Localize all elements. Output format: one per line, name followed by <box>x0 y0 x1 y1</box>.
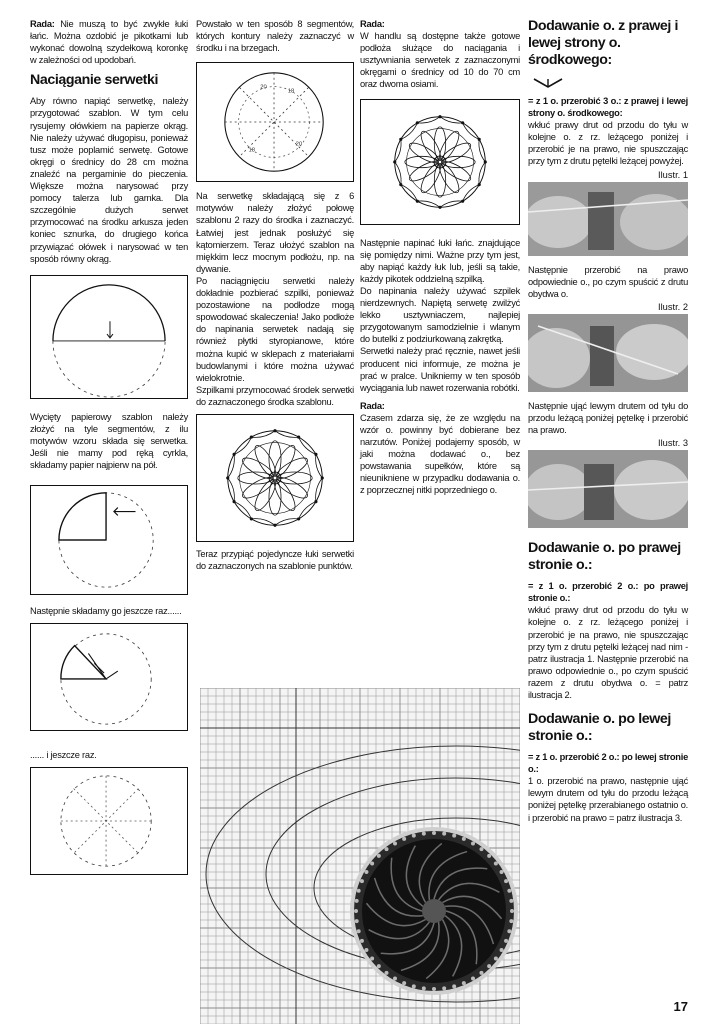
knitting-photo-1 <box>528 182 688 256</box>
doily-edge-dot <box>462 837 466 841</box>
marked-template-diagram <box>197 63 353 181</box>
instruction-4: wkłuć prawy drut od przodu do tyłu w kolejne o. z rz. leżącego poniżej i przerobić je na prawo, nie spuszczając przy tym z drutu pętelki leżącej nad nim - patrz ilustracja 1. Następnie przerobić na prawo odpowiednie o., po czym spuścić razem z drutu obydwa o. = patrz ilustracja 2. <box>528 605 688 700</box>
chain-arc <box>463 122 480 139</box>
illustration-label-3: Ilustr. 3 <box>658 438 688 449</box>
instruction-bold-2: = z 1 o. przerobić 2 o.: po prawej stronie o.: <box>528 581 688 604</box>
chain-arc <box>234 437 251 454</box>
paragraph-washing: Serwetki należy prać ręcznie, nawet jeśli producent nici informuje, ze można je prać w pralce. Unikniemy w ten sposób wyciągania lub nawet rozerwania robótki. <box>360 346 520 393</box>
instruction-5: 1 o. przerobić na prawo, następnie ująć lewym drutem od tyłu do przodu leżącą poniżej pętelkę przerabianego ostatnio o. i przerobić na prawo = patrz ilustracja 3. <box>528 776 688 823</box>
doily-edge-dot <box>504 939 508 943</box>
doily-edge-dot <box>509 899 513 903</box>
doily-edge-dot <box>507 929 511 933</box>
doily-edge-dot <box>370 956 374 960</box>
paragraph-chain-arcs: Następnie napinać łuki łańc. znajdujące się pomiędzy nimi. Ważne przy tym jest, aby napiąć każdy łuk lub, jeśli są takie, każdy pikotek oddzielną szpilką. <box>360 237 520 284</box>
doily-edge-dot <box>452 984 456 988</box>
circle-diagram-2 <box>30 485 188 595</box>
doily-edge-dot <box>364 948 368 952</box>
doily-edge-dot <box>432 831 436 835</box>
tip-paragraph: Rada: Nie muszą to być zwykłe łuki łańc. Można ozdobić je pikotkami lub wykonać dowolną szydełkową koronkę w zależności od upodobań. <box>30 19 188 66</box>
circle-diagram-4 <box>30 767 188 875</box>
doily-pinning-diagram <box>197 415 353 541</box>
heading-increase-left: Dodawanie o. po lewej stronie o.: <box>528 711 671 745</box>
instruction-2: Następnie przerobić na prawo odpowiednie o., po czym spuścić z drutu obydwa o. <box>528 264 688 299</box>
doily-diagram-1 <box>196 414 354 542</box>
template-segments-diagram <box>196 62 354 182</box>
doily-edge-dot <box>402 981 406 985</box>
chain-arc <box>299 437 316 454</box>
chain-arc <box>234 502 251 519</box>
doily-edge-dot <box>370 862 374 866</box>
doily-edge-dot <box>442 986 446 990</box>
knitting-photo-3 <box>528 450 688 528</box>
doily-edge-dot <box>412 984 416 988</box>
doily-edge-dot <box>355 919 359 923</box>
circle-outline-diagram <box>31 276 187 398</box>
paragraph-fold: Wycięty papierowy szablon należy złożyć na tyle segmentów, z ilu motywów wzoru składa się serwetka. Jeśli nie mamy pod ręką cyrkla, składamy papier najpierw na pół. <box>30 411 188 471</box>
column-1 <box>30 18 188 875</box>
doily-edge-dot <box>504 879 508 883</box>
heading-increase-both: Dodawanie o. z prawej i lewej strony o. środkowego: <box>528 18 679 68</box>
doily-edge-dot <box>385 847 389 851</box>
doily-edge-dot <box>360 939 364 943</box>
paragraph-fold-again: Następnie składamy go jeszcze raz...... <box>30 606 182 617</box>
doily-edge-dot <box>442 832 446 836</box>
instruction-1: wkłuć prawy drut od przodu do tyłu w kolejne o. z rz. leżącego poniżej i przerobić je na prawo, nie spuszczając przy tym z drutu pętelki leżącej powyżej. <box>528 120 688 167</box>
chain-arc <box>401 184 418 201</box>
paragraph-fold-once-more: ...... i jeszcze raz. <box>30 750 97 761</box>
doily-edge-dot <box>479 971 483 975</box>
chain-arc <box>401 122 418 139</box>
doily-edge-dot <box>357 929 361 933</box>
doily-arcs-diagram <box>361 100 519 224</box>
doily-edge-dot <box>494 956 498 960</box>
column-2 <box>196 18 354 572</box>
doily-edge-dot <box>494 862 498 866</box>
doily-diagram-2 <box>360 99 520 225</box>
column-3 <box>360 18 520 497</box>
doily-edge-dot <box>355 899 359 903</box>
doily-edge-dot <box>402 837 406 841</box>
doily-edge-dot <box>364 870 368 874</box>
page-number: 17 <box>673 999 688 1014</box>
instruction-bold-3: = z 1 o. przerobić 2 o.: po lewej stronie o.: <box>528 752 688 775</box>
quarter-fold-diagram <box>31 624 187 730</box>
instruction-bold-1: = z 1 o. przerobić 3 o.: z prawej i lewej strony o. środkowego: <box>528 96 688 119</box>
column-4 <box>528 18 688 824</box>
doily-edge-dot <box>412 834 416 838</box>
paragraph-center: Szpilkami przymocować środek serwetki do zaznaczonego środka szablonu. <box>196 384 354 407</box>
doily-edge-dot <box>479 847 483 851</box>
pinning-board-grid <box>200 688 520 1024</box>
section-heading-napinanie: Naciąganie serwetki <box>30 72 159 89</box>
doily-edge-dot <box>393 977 397 981</box>
doily-edge-dot <box>471 977 475 981</box>
segments-diagram <box>31 768 187 874</box>
doily-edge-dot <box>385 971 389 975</box>
svg-text:20: 20 <box>295 141 303 148</box>
paragraph-six-motifs: Na serwetkę składającą się z 6 motywów należy złożyć połowę szablonu 2 razy do środka i zaznaczyć. Łatwiej jest jednak posłużyć się kątomierzem. Teraz ułożyć szablon na miękkim lecz mocnym podłożu, np. na dywanie. <box>196 191 354 274</box>
paragraph-template: Aby równo napiąć serwetkę, należy przygotować szablon. W tym celu rysujemy ołówkiem na papierze okrąg. Nie należy używać długopisu, ponieważ tusz może poplamić serwetę. Gotowe okręgi o średnicy do 28 cm można znaleźć na pergaminie do pieczenia. Większe można narysować przy pomocy talerza lub garnka. Dla szczególnie dużych serwet przymocować na środku arkusza jeden koniec sznurka, do drugiego końca przywiązać ołówek i narysować w ten sposób równy okrąg. <box>30 96 188 264</box>
doily-edge-dot <box>357 889 361 893</box>
doily-edge-dot <box>509 919 513 923</box>
doily-edge-dot <box>377 964 381 968</box>
doily-edge-dot <box>422 832 426 836</box>
pin-dot <box>399 137 402 140</box>
paragraph-arcs: Teraz przypiąć pojedyncze łuki serwetki do zaznaczonych na szablonie punktów. <box>196 548 354 572</box>
doily-edge-dot <box>393 841 397 845</box>
pin-dot <box>416 199 419 202</box>
doily-edge-dot <box>422 986 426 990</box>
doily-edge-dot <box>360 879 364 883</box>
instruction-3: Następnie ująć lewym drutem od tyłu do przodu leżącą poniżej pętelkę i przerobić na prawo. <box>528 400 688 436</box>
doily-edge-dot <box>452 834 456 838</box>
circle-diagram-1 <box>30 275 188 399</box>
doily-edge-dot <box>500 948 504 952</box>
paragraph-pins: Po naciągnięciu serwetki należy dokładnie pozbierać szpilki, ponieważ pozostawione na podłodze mogą spowodować skaleczenia! Jako podłoże do napinania serwetek nadają się również płytki styropianowe, które można kupić w sklepach z materiałami budowlanymi i które można używać wielokrotnie. <box>196 275 354 383</box>
doily-edge-dot <box>377 854 381 858</box>
paragraph-segments: Powstało w ten sposób 8 segmentów, których kontury należy zaznaczyć w środku i na brzegach. <box>196 19 354 54</box>
chain-arc <box>463 184 480 201</box>
heading-increase-right: Dodawanie o. po prawej stronie o.: <box>528 540 681 574</box>
stitch-symbol-icon <box>528 75 688 91</box>
tip-paragraph-3: Rada: Czasem zdarza się, że ze względu na wzór o. powinny być dobierane bez narzutów. Poniżej podajemy sposób, w jaki można dodawać o., bez powstawania supełków, które są nieunikniene w przypadku dodawania o. z poprzecznej nitki poprzedniego o. <box>360 400 520 496</box>
doily-edge-dot <box>462 981 466 985</box>
svg-text:20: 20 <box>260 84 267 91</box>
illustration-label-2: Ilustr. 2 <box>658 301 688 312</box>
pinning-board-photo <box>200 688 520 1024</box>
knitting-photo-2 <box>528 314 688 392</box>
doily-edge-dot <box>507 889 511 893</box>
illustration-label-1: Ilustr. 1 <box>658 169 688 180</box>
doily-edge-dot <box>354 909 358 913</box>
chain-arc <box>299 502 316 519</box>
pin-dot <box>478 183 481 186</box>
circle-diagram-3 <box>30 623 188 731</box>
half-fold-diagram <box>31 486 187 594</box>
doily-edge-dot <box>487 964 491 968</box>
paragraph-stainless-pins: Do napinania należy używać szpilek nierdzewnych. Napiętą serwetę zwilżyć lekko usztywniaczem, najlepiej przygotowanym samodzielnie i wlanym do butelki z podziurkowaną zakrętką. <box>360 285 520 345</box>
svg-text:18: 18 <box>287 88 295 95</box>
doily-edge-dot <box>432 987 436 991</box>
doily-edge-dot <box>500 870 504 874</box>
doily-edge-dot <box>487 854 491 858</box>
doily-edge-dot <box>510 909 514 913</box>
svg-text:18: 18 <box>248 147 256 154</box>
doily-edge-dot <box>471 841 475 845</box>
tip-paragraph-2: Rada: W handlu są dostępne także gotowe podłoża służące do naciągania i usztywniania serwetek z zaznaczonymi okręgami o średnicy od 10 do 70 cm oraz dwoma osiami. <box>360 19 520 90</box>
